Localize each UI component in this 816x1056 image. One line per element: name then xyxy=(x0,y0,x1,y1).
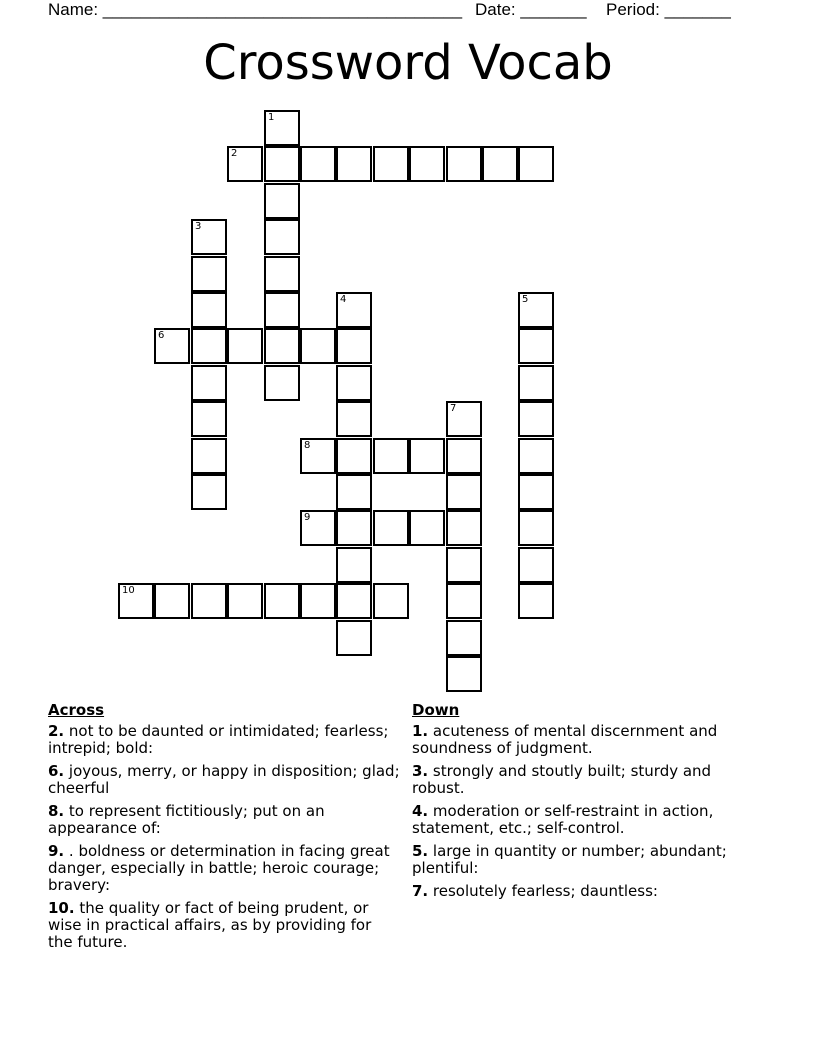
crossword-cell[interactable] xyxy=(191,401,227,437)
clue-text: the quality or fact of being prudent, or wise in practical affairs, as by providing for the future. xyxy=(48,899,372,951)
crossword-cell[interactable] xyxy=(518,438,554,474)
crossword-cell[interactable] xyxy=(191,438,227,474)
crossword-cell[interactable] xyxy=(446,620,482,656)
crossword-cell[interactable] xyxy=(191,583,227,619)
crossword-cell[interactable] xyxy=(191,292,227,328)
crossword-cell[interactable] xyxy=(264,146,300,182)
crossword-cell[interactable] xyxy=(154,328,190,364)
crossword-cell[interactable] xyxy=(446,656,482,692)
date-field[interactable]: Date: _______ xyxy=(475,0,587,19)
crossword-cell[interactable] xyxy=(300,510,336,546)
crossword-cell[interactable] xyxy=(191,474,227,510)
cell-number: 8 xyxy=(304,440,311,451)
clue-text: acuteness of mental discernment and soundness of judgment. xyxy=(412,722,718,757)
cell-number: 9 xyxy=(304,512,311,523)
crossword-cell[interactable] xyxy=(373,583,409,619)
clue-text: strongly and stoutly built; sturdy and robust. xyxy=(412,762,712,797)
clue-across-10 xyxy=(48,900,400,951)
crossword-cell[interactable] xyxy=(264,328,300,364)
crossword-cell[interactable] xyxy=(518,401,554,437)
crossword-cell[interactable] xyxy=(518,328,554,364)
crossword-cell[interactable] xyxy=(446,474,482,510)
student-info-header xyxy=(48,0,748,22)
crossword-cell[interactable] xyxy=(264,183,300,219)
clue-down-7 xyxy=(412,883,762,900)
cell-number: 7 xyxy=(450,403,457,414)
crossword-cell[interactable] xyxy=(518,474,554,510)
crossword-cell[interactable] xyxy=(264,583,300,619)
crossword-cell[interactable] xyxy=(336,510,372,546)
crossword-cell[interactable] xyxy=(373,438,409,474)
clue-text: . boldness or determination in facing great danger, especially in battle; heroic courage; bravery: xyxy=(48,842,390,894)
crossword-cell[interactable] xyxy=(336,292,372,328)
crossword-cell[interactable] xyxy=(191,328,227,364)
across-clues xyxy=(48,702,400,957)
crossword-cell[interactable] xyxy=(118,583,154,619)
clue-down-1 xyxy=(412,723,762,757)
clue-number: 8. xyxy=(48,802,65,820)
down-heading: Down xyxy=(412,701,460,719)
crossword-cell[interactable] xyxy=(300,146,336,182)
name-field[interactable]: Name: ______________________________________ xyxy=(48,0,463,19)
crossword-cell[interactable] xyxy=(191,256,227,292)
clue-across-8 xyxy=(48,803,400,837)
clue-text: moderation or self-restraint in action, statement, etc.; self-control. xyxy=(412,802,714,837)
crossword-cell[interactable] xyxy=(264,110,300,146)
clue-across-9 xyxy=(48,843,400,894)
crossword-cell[interactable] xyxy=(154,583,190,619)
crossword-cell[interactable] xyxy=(336,547,372,583)
crossword-cell[interactable] xyxy=(518,292,554,328)
crossword-cell[interactable] xyxy=(446,583,482,619)
cell-number: 1 xyxy=(268,112,275,123)
cell-number: 5 xyxy=(522,294,529,305)
crossword-cell[interactable] xyxy=(409,438,445,474)
crossword-cell[interactable] xyxy=(264,292,300,328)
crossword-cell[interactable] xyxy=(336,438,372,474)
clue-text: not to be daunted or intimidated; fearless; intrepid; bold: xyxy=(48,722,389,757)
cell-number: 4 xyxy=(340,294,347,305)
crossword-cell[interactable] xyxy=(336,328,372,364)
cell-number: 6 xyxy=(158,330,165,341)
crossword-cell[interactable] xyxy=(191,365,227,401)
crossword-cell[interactable] xyxy=(446,510,482,546)
crossword-cell[interactable] xyxy=(227,146,263,182)
crossword-cell[interactable] xyxy=(446,401,482,437)
clue-number: 6. xyxy=(48,762,65,780)
clue-number: 7. xyxy=(412,882,429,900)
clue-across-6 xyxy=(48,763,400,797)
clue-text: to represent fictitiously; put on an appearance of: xyxy=(48,802,325,837)
crossword-cell[interactable] xyxy=(518,146,554,182)
clue-text: large in quantity or number; abundant; plentiful: xyxy=(412,842,727,877)
crossword-cell[interactable] xyxy=(336,365,372,401)
crossword-cell[interactable] xyxy=(409,146,445,182)
crossword-cell[interactable] xyxy=(446,547,482,583)
crossword-cell[interactable] xyxy=(409,510,445,546)
crossword-cell[interactable] xyxy=(518,583,554,619)
clue-down-3 xyxy=(412,763,762,797)
crossword-cell[interactable] xyxy=(373,146,409,182)
crossword-cell[interactable] xyxy=(336,146,372,182)
crossword-cell[interactable] xyxy=(518,510,554,546)
crossword-cell[interactable] xyxy=(482,146,518,182)
crossword-cell[interactable] xyxy=(264,256,300,292)
crossword-cell[interactable] xyxy=(300,438,336,474)
crossword-cell[interactable] xyxy=(227,328,263,364)
clue-number: 9. xyxy=(48,842,65,860)
crossword-cell[interactable] xyxy=(264,365,300,401)
cell-number: 10 xyxy=(122,585,135,596)
crossword-cell[interactable] xyxy=(518,365,554,401)
crossword-cell[interactable] xyxy=(518,547,554,583)
clue-number: 4. xyxy=(412,802,429,820)
cell-number: 2 xyxy=(231,148,238,159)
clue-number: 1. xyxy=(412,722,429,740)
across-heading: Across xyxy=(48,701,105,719)
crossword-cell[interactable] xyxy=(446,146,482,182)
crossword-cell[interactable] xyxy=(191,219,227,255)
clue-text: resolutely fearless; dauntless: xyxy=(428,882,658,900)
down-clues xyxy=(412,702,762,906)
crossword-cell[interactable] xyxy=(227,583,263,619)
clue-down-5 xyxy=(412,843,762,877)
clue-across-2 xyxy=(48,723,400,757)
period-field[interactable]: Period: _______ xyxy=(606,0,731,19)
crossword-cell[interactable] xyxy=(300,583,336,619)
clue-down-4 xyxy=(412,803,762,837)
crossword-cell[interactable] xyxy=(336,620,372,656)
clue-text: joyous, merry, or happy in disposition; glad; cheerful xyxy=(48,762,400,797)
cell-number: 3 xyxy=(195,221,202,232)
clue-number: 10. xyxy=(48,899,75,917)
page-title: Crossword Vocab xyxy=(203,35,613,91)
crossword-cell[interactable] xyxy=(336,474,372,510)
crossword-cell[interactable] xyxy=(446,438,482,474)
clue-number: 2. xyxy=(48,722,65,740)
crossword-cell[interactable] xyxy=(264,219,300,255)
crossword-cell[interactable] xyxy=(336,583,372,619)
crossword-cell[interactable] xyxy=(373,510,409,546)
clue-number: 3. xyxy=(412,762,429,780)
clue-number: 5. xyxy=(412,842,429,860)
crossword-cell[interactable] xyxy=(300,328,336,364)
crossword-cell[interactable] xyxy=(336,401,372,437)
